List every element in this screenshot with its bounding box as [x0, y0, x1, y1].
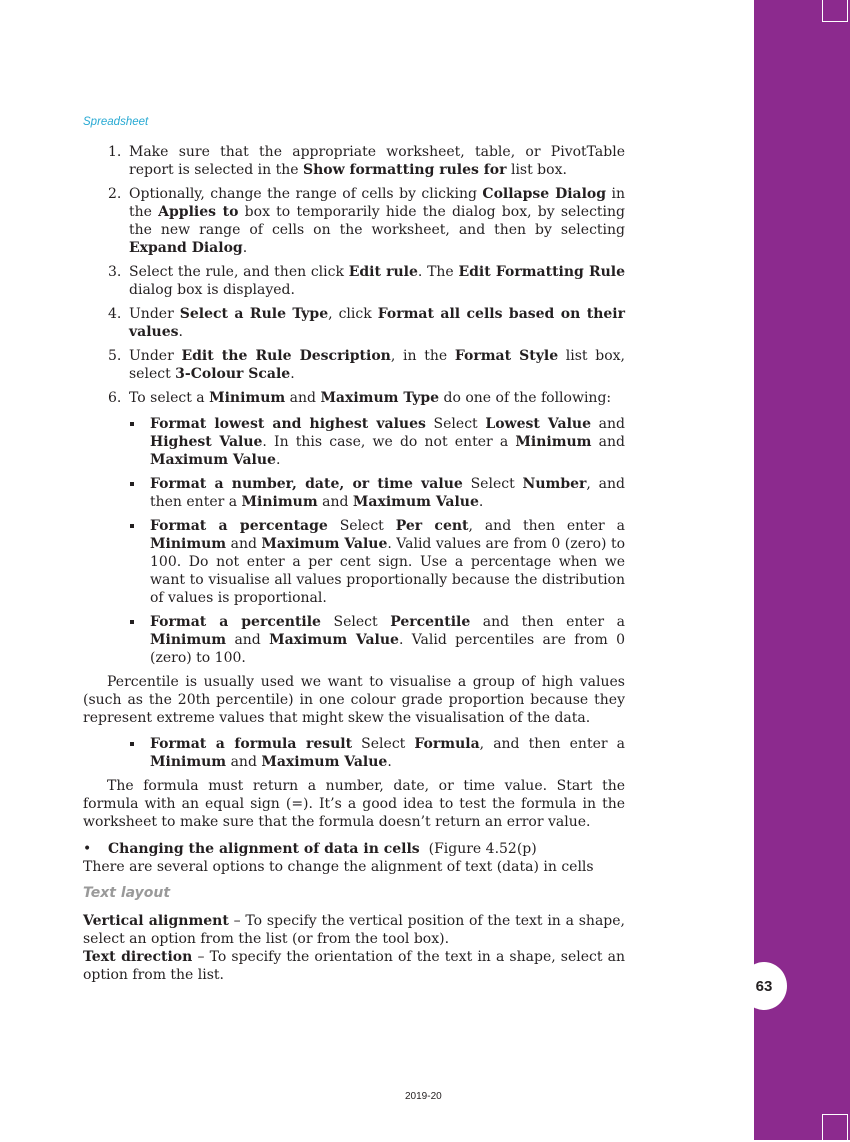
step-item: 6. To select a Minimum and Maximum Type do one of the following:	[108, 390, 612, 406]
bullet-item: Format a percentage Select Per cent, and then enter a Minimum and Maximum Value. Valid values are from 0 (zero) to 100. Do not enter a per cent sign. Use a percentage when we want to visualise all values proportionally because the distribution of values is proportional.	[83, 517, 625, 607]
alignment-heading: • Changing the alignment of data in cells (Figure 4.52(p)	[83, 841, 537, 857]
step-number: 3.	[108, 264, 122, 280]
formula-paragraph: The formula must return a number, date, or time value. Start the formula with an equal sign (=). It’s a good idea to test the formula in the worksheet to make sure that the formula doesn’t return an error value.	[83, 778, 625, 830]
formula-option-list	[83, 735, 625, 771]
step-number: 2.	[108, 186, 122, 202]
bullet-dot: •	[83, 841, 92, 857]
crop-mark-top	[822, 0, 848, 22]
steps-list	[83, 143, 625, 407]
step-number: 1.	[108, 144, 122, 160]
page-body	[83, 143, 625, 984]
step-number: 4.	[108, 306, 122, 322]
running-head: Spreadsheet	[83, 116, 149, 128]
footer-year: 2019-20	[405, 1091, 442, 1102]
bullet-item: Format a formula result Select Formula, and then enter a Minimum and Maximum Value.	[83, 735, 625, 771]
bullet-item: Format a number, date, or time value Select Number, and then enter a Minimum and Maximum Value.	[83, 475, 625, 511]
step-item: 1. Make sure that the appropriate worksheet, table, or PivotTable report is selected in the Show formatting rules for list box.	[108, 144, 625, 178]
text-layout-heading: Text layout	[83, 885, 171, 901]
crop-mark-bottom	[822, 1114, 848, 1142]
page-number: 63	[755, 977, 773, 995]
step-item: 2. Optionally, change the range of cells by clicking Collapse Dialog in the Applies to box to temporarily hide the dialog box, by selecting the new range of cells on the worksheet, and then by selecting Expand Dialog.	[108, 186, 625, 256]
page-number-badge	[741, 962, 787, 1010]
step-item: 4. Under Select a Rule Type, click Format all cells based on their values.	[108, 306, 625, 340]
step-item: 3. Select the rule, and then click Edit rule. The Edit Formatting Rule dialog box is displayed.	[108, 264, 626, 298]
step-item: 5. Under Edit the Rule Description, in the Format Style list box, select 3-Colour Scale.	[108, 348, 625, 382]
step-number: 5.	[108, 348, 122, 364]
text-direction-paragraph: Text direction – To specify the orientation of the text in a shape, select an option from the list.	[83, 949, 626, 983]
vertical-alignment-paragraph: Vertical alignment – To specify the vertical position of the text in a shape, select an option from the list (or from the tool box).	[83, 913, 625, 947]
percentile-paragraph: Percentile is usually used we want to visualise a group of high values (such as the 20th percentile) in one colour grade proportion because they represent extreme values that might skew the visualisation of the data.	[83, 674, 625, 726]
format-options-list	[83, 415, 625, 667]
bullet-item: Format lowest and highest values Select Lowest Value and Highest Value. In this case, we do not enter a Minimum and Maximum Value.	[83, 415, 625, 469]
bullet-item: Format a percentile Select Percentile and then enter a Minimum and Maximum Value. Valid percentiles are from 0 (zero) to 100.	[83, 613, 625, 667]
step-number: 6.	[108, 390, 122, 406]
alignment-paragraph: There are several options to change the alignment of text (data) in cells	[83, 859, 594, 875]
